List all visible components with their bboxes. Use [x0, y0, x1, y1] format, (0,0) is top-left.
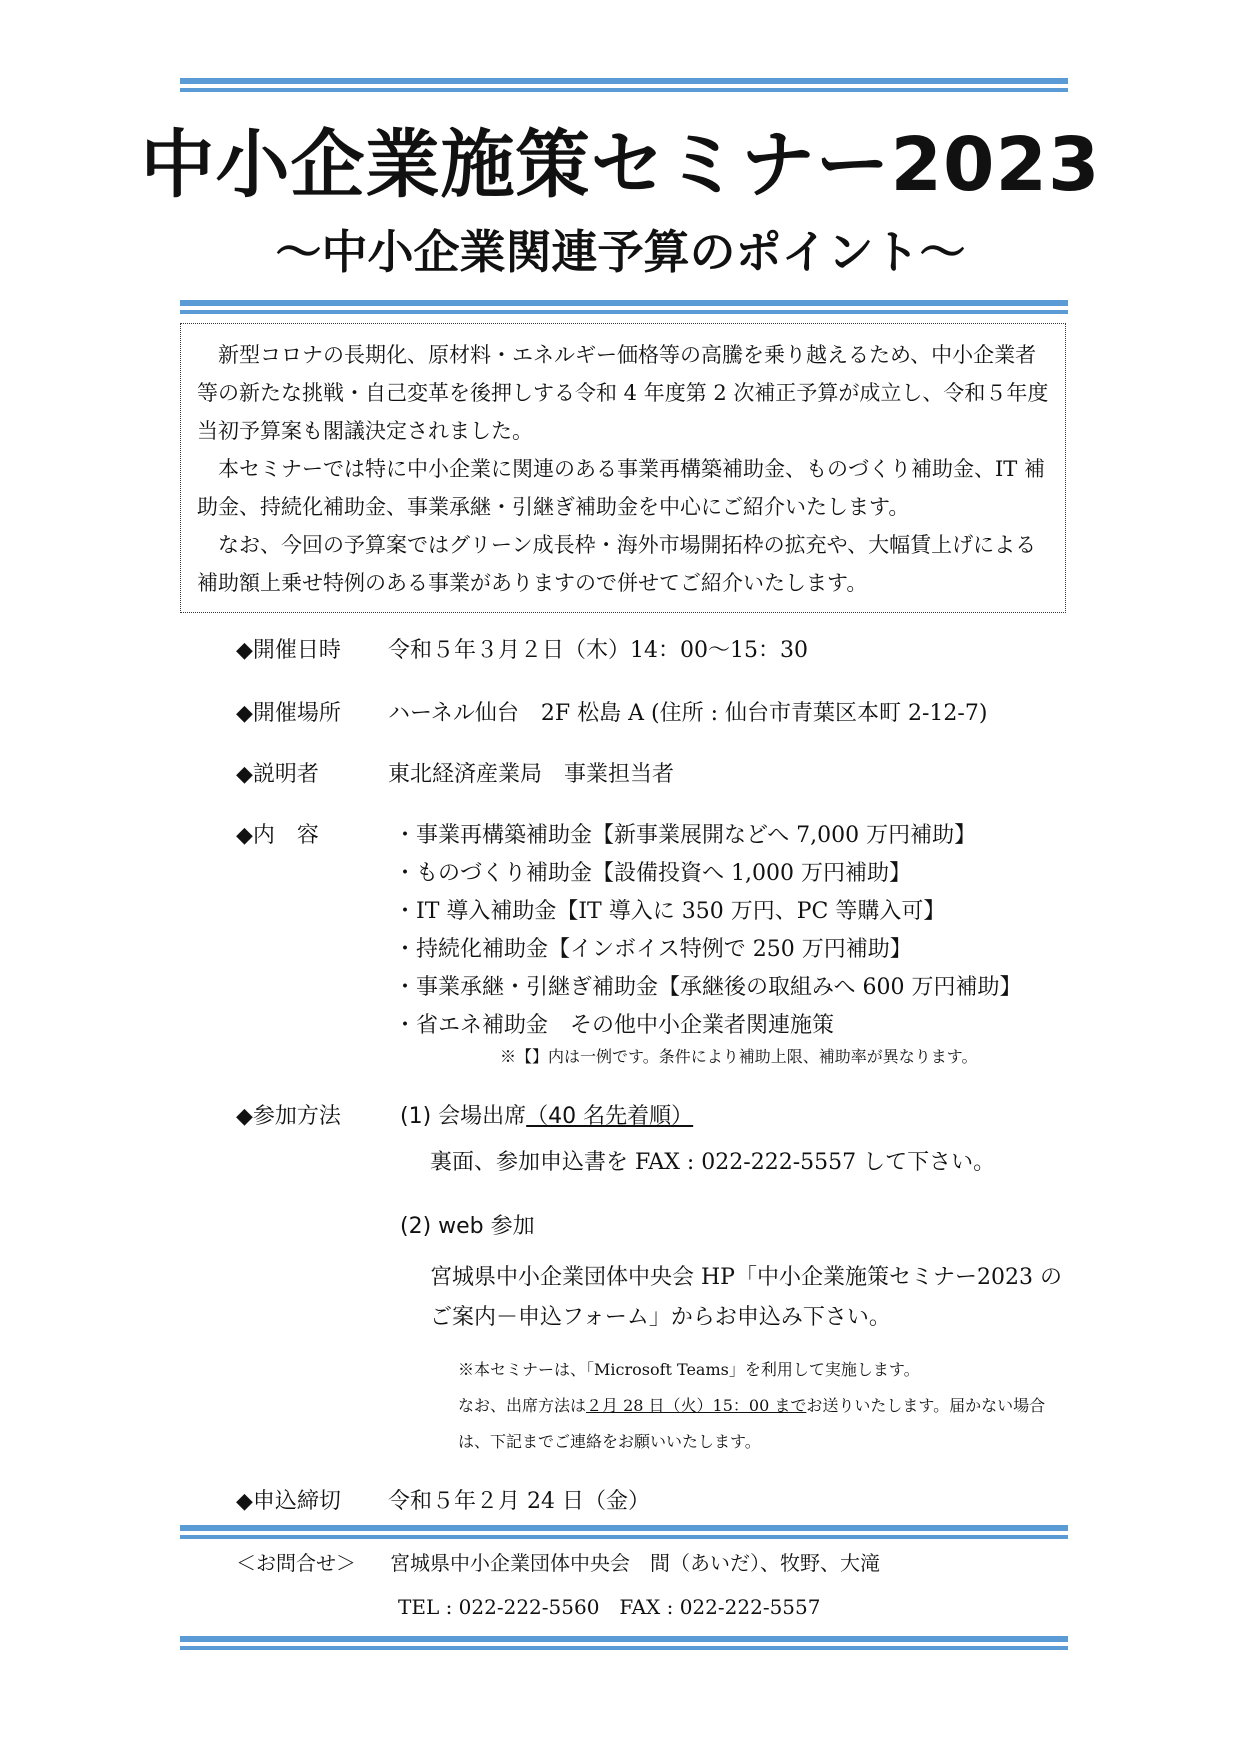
list-item: ・事業承継・引継ぎ補助金【承継後の取組みへ 600 万円補助】 — [394, 975, 1022, 1000]
presenter-value: 東北経済産業局 事業担当者 — [388, 762, 675, 787]
option2-detail: 宮城県中小企業団体中央会 HP「中小企業施策セミナー2023 のご案内－申込フォーム」からお申込み下さい。 — [430, 1265, 1062, 1330]
deadline-row — [236, 1487, 650, 1517]
intro-paragraph-2: 本セミナーでは特に中小企業に関連のある事業再構築補助金、ものづくり補助金、IT 補助金、持続化補助金、事業承継・引継ぎ補助金を中心にご紹介いたします。 — [197, 457, 1045, 519]
date-value: 令和５年３月２日（木）14：00～15：30 — [388, 638, 808, 663]
participation-row — [236, 1102, 388, 1132]
intro-box — [180, 323, 1066, 613]
presenter-label: ◆説明者 — [236, 762, 319, 787]
web-note — [458, 1352, 1068, 1460]
top-rule — [180, 78, 1068, 92]
web-note-line1: ※本セミナーは、「Microsoft Teams」を利用して実施します。 — [458, 1360, 920, 1379]
option1-heading — [400, 1102, 693, 1132]
date-label: ◆開催日時 — [236, 638, 341, 663]
list-item: ・持続化補助金【インボイス特例で 250 万円補助】 — [394, 937, 912, 962]
presenter-row — [236, 760, 674, 790]
web-note-text: なお、出席方法は — [458, 1396, 587, 1415]
title-rule — [180, 300, 1068, 314]
contact-label: ＜お問合せ＞ — [236, 1551, 356, 1575]
content-label: ◆内 容 — [236, 823, 319, 848]
list-item: ・省エネ補助金 その他中小企業者関連施策 — [394, 1013, 835, 1038]
venue-label: ◆開催場所 — [236, 701, 341, 726]
venue-row — [236, 699, 987, 729]
page-subtitle: ～中小企業関連予算のポイント～ — [275, 225, 966, 279]
web-note-deadline: ２月 28 日（火）15：00 まで — [586, 1396, 807, 1415]
deadline-value: 令和５年２月 24 日（金） — [388, 1489, 650, 1514]
list-item: ・ものづくり補助金【設備投資へ 1,000 万円補助】 — [394, 861, 911, 886]
content-note: ※【】内は一例です。条件により補助上限、補助率が異なります。 — [500, 1047, 978, 1066]
contact-line — [236, 1548, 880, 1578]
web-note-text-end: お送りいたします。届かない場合は、下記までご連絡をお願いいたします。 — [458, 1396, 1046, 1451]
contact-phones: TEL : 022-222-5560 FAX : 022-222-5557 — [398, 1595, 821, 1619]
date-row — [236, 636, 808, 666]
contact-org: 宮城県中小企業団体中央会 間（あいだ）、牧野、大滝 — [390, 1551, 880, 1575]
option2-title: (2) web 参加 — [400, 1214, 535, 1239]
option1-detail: 裏面、参加申込書を FAX : 022-222-5557 して下さい。 — [430, 1150, 996, 1175]
contact-top-rule — [180, 1525, 1068, 1539]
option1-title: (1) 会場出席 — [400, 1104, 527, 1129]
web-note-line2 — [458, 1388, 1068, 1460]
bottom-rule — [180, 1636, 1068, 1650]
intro-paragraph-3: なお、今回の予算案ではグリーン成長枠・海外市場開拓枠の拡充や、大幅賃上げによる補助額上乗せ特例のある事業がありますので併せてご紹介いたします。 — [197, 533, 1037, 595]
intro-paragraph-1: 新型コロナの長期化、原材料・エネルギー価格等の高騰を乗り越えるため、中小企業者等の新たな挑戦・自己変革を後押しする令和 4 年度第 2 次補正予算が成立し、令和５年度当初予算案も閣議決定されました。 — [197, 343, 1049, 443]
list-item: ・IT 導入補助金【IT 導入に 350 万円、PC 等購入可】 — [394, 899, 946, 924]
list-item: ・事業再構築補助金【新事業展開などへ 7,000 万円補助】 — [394, 823, 977, 848]
option1-capacity: （40 名先着順） — [526, 1104, 694, 1129]
page-title: 中小企業施策セミナー2023 — [140, 122, 1101, 208]
content-list — [394, 817, 1022, 1045]
participation-label: ◆参加方法 — [236, 1104, 341, 1129]
deadline-label: ◆申込締切 — [236, 1489, 341, 1514]
venue-value: ハーネル仙台 2F 松島 A (住所 : 仙台市青葉区本町 2-12-7) — [388, 701, 988, 726]
content-row — [236, 821, 388, 851]
